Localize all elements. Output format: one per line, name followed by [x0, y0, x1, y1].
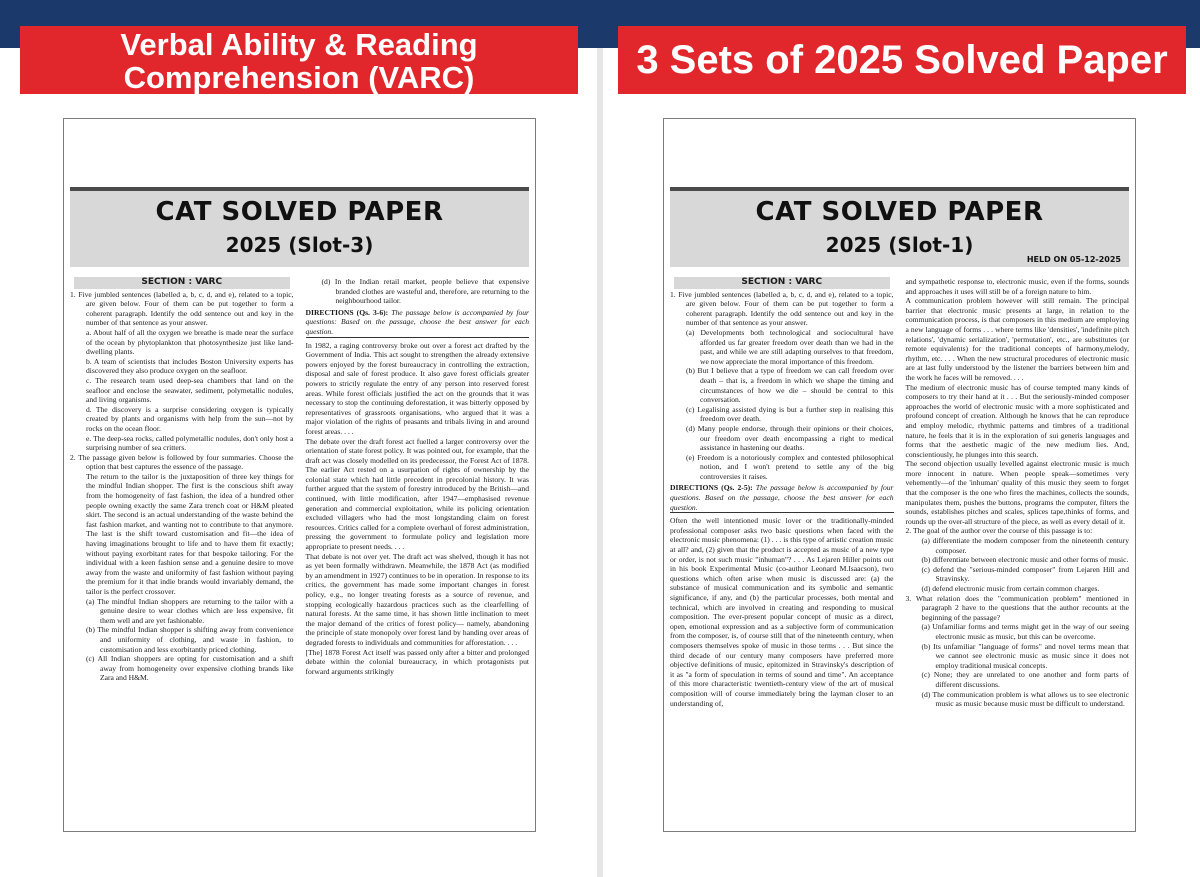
sentence-e: e. The deep-sea rocks, called polymetallic nodules, don't only host a surprising number of sea critters.: [86, 433, 294, 453]
question-text: 2. The goal of the author over the course of this passage is to:: [905, 526, 1093, 536]
sentence-c: c. The research team used deep-sea chambers that land on the seafloor and enclose the seawater, sediment, polymetallic nodules, and living organisms.: [86, 375, 294, 405]
banner-varc: Verbal Ability & Reading Comprehension (VARC): [20, 26, 578, 94]
question-text: 2. The passage given below is followed by four summaries. Choose the option that best captures the essence of the passage.: [70, 452, 294, 472]
option-d: (d) The communication problem is what allows us to see electronic music as music because music must be difficult to understand.: [921, 689, 1129, 709]
question-text: 1. Five jumbled sentences (labelled a, b, c, d, and e), related to a topic, are given below. Four of them can be put together to form a coherent paragraph. Identify the odd sentence out and key in the number of that sentence as your answer.: [70, 289, 294, 328]
left-column: [70, 277, 300, 829]
option-d: (d) defend electronic music from certain common charges.: [921, 584, 1100, 593]
page-divider: [597, 48, 603, 877]
left-column: [670, 277, 900, 829]
held-on-date: HELD ON 05-12-2025: [1026, 255, 1121, 264]
option-b: (b) Its unfamiliar "language of forms" and novel terms mean that we cannot see electronic music as music since it does not employ traditional musical concepts.: [921, 641, 1129, 670]
question-text: 3. What relation does the "communication problem" mentioned in paragraph 2 have to the questions that the author recounts at the beginning of the passage?: [905, 593, 1129, 622]
banner-solved-paper: 3 Sets of 2025 Solved Paper: [618, 26, 1186, 94]
passage-paragraph: The second objection usually levelled against electronic music is much more innocent in nature. When people speak—sometimes very vehemently—of the 'inhuman' quality of this music they seem to forget that the composer is the one who fires the machines, collects the sounds, manipulates them, pushes the buttons, programs the computer, filters the sounds, establishes pitches and scales, splices tape,thinks of forms, and rounds up the over-all structure of the piece, as well as every detail of it.: [905, 459, 1129, 526]
right-column: [300, 277, 530, 829]
option-d: (d) Many people endorse, through their opinions or their choices, our freedom over death encompassing a right to medical assistance in hastening our deaths.: [686, 423, 894, 453]
option-b: (b) But I believe that a type of freedom we can call freedom over death – that is, a freedom in which we shape the timing and circumstances of how we die – should be central to this conversation.: [686, 366, 894, 405]
directions-label: DIRECTIONS (Qs. 2-5):: [670, 483, 753, 493]
question-text: 1. Five jumbled sentences (labelled a, b, c, d, and e), related to a topic, are given below. Four of them can be put together to form a coherent paragraph. Identify the odd sentence out and key in the number of that sentence as your answer.: [670, 289, 894, 328]
paper-header: [70, 187, 529, 267]
passage-paragraph: The debate over the draft forest act fuelled a larger controversy over the orientation of state forest policy. It was pointed out, for example, that the draft act was closely modelled on its predecessor, the Forest Act of 1878. The earlier Act rested on a usurpation of rights of ownership by the colonial state which had little precedent in precolonial history. It was further argued that the system of forestry introduced by the British—and continued, with little modification, after 1947—emphasised revenue generation and commercial exploitation, while its policing orientation excluded villagers who had the most longstanding claim on forest resources. Critics called for a complete overhaul of forest administration, pressing the government to formulate policy and legislation more appropriate to present needs. . . .: [305, 436, 529, 552]
sentence-b: b. A team of scientists that includes Boston University experts has discovered they also produce oxygen on the seafloor.: [86, 356, 294, 376]
passage-text: The return to the tailor is the juxtaposition of three key things for the mindful Indian shopper. The first is the conscious shift away from the homogeneity of fast fashion, the idea of a hundred other people owning exactly the same Zara trench coat or H&M pleated skirt. The second is an actual understanding of the waste behind the fast fashion market, and wanting not to contribute to that anymore. The last is the shift toward customisation and fit—the idea of having imaginations brought to life and to have them fit exactly; without paying exorbitant rates for that bespoke tailoring. For the individual with a keen fashion sense and a genuine desire to move away from the waste and uniformity of fast fashion without paying the premium for it that indie brands would invariably demand, the tailor is the perfect crossover.: [86, 471, 294, 596]
sentence-a: a. About half of all the oxygen we breathe is made near the surface of the ocean by phytoplankton that photosynthesize just like land-dwelling plants.: [86, 327, 294, 357]
passage-paragraph: That debate is not over yet. The draft act was shelved, though it has not as yet been formally withdrawn. Meanwhile, the 1878 Act (as modified by an amendment in 1927) continues to be in operation. In response to its critics, the government has made some important changes in forest policy, e.g., no longer treating forests as a source of revenue, and stopping ecologically hazardous practices such as the clearfelling of natural forests. At the same time, it has shown little inclination to meet the major demand of the critics of forest policy— namely, abandoning the principle of state monopoly over forest land by handing over areas of degraded forests to individuals and communities for afforestation. . . .: [305, 551, 529, 647]
paper-title: CAT SOLVED PAPER: [155, 197, 444, 227]
paper-title: CAT SOLVED PAPER: [755, 197, 1044, 227]
directions-label: DIRECTIONS (Qs. 3-6):: [305, 307, 389, 317]
directions: [670, 483, 894, 513]
passage-paragraph: Often the well intentioned music lover or the traditionally-minded professional composer asks two basic questions when faced with the electronic music phenomena: (1) . . . is this type of artistic creation music at all? and, (2) given that the product is accepted as music of a new type or order, is not such music "inhuman"? . . . As Lejaren Hiller points out in his book Experimental Music (co-author Leonard M.Isaacson), two questions which often arise when music is discussed are: (a) the substance of musical communication and its symbolic and semantic significance, if any, and (b) the particular processes, both mental and technical, which are involved in creating and responding to musical composition. The ever-present popular concept of music as a direct, open, emotional expression and as a subjective form of communication from the composer, is, of course still that of the nineteenth century, when composers themselves spoke of music in those terms . . . But since the third decade of our century many composers have preferred more objective definitions of music, epitomized in Stravinsky's description of it as "a form of speculation in terms of sound and time". An acceptance of this more characteristic twentieth-century view of the art of musical composition will of course immediately bring the layman closer to an understanding of,: [670, 516, 894, 708]
left-paper-page: [63, 118, 536, 832]
option-b: (b) differentiate between electronic music and other forms of music.: [921, 555, 1129, 565]
option-d: (d) In the Indian retail market, people believe that expensive branded clothes are wasteful and, therefore, are returning to the neighbourhood tailor.: [321, 277, 529, 306]
right-column: [900, 277, 1130, 829]
paper-slot: 2025 (Slot-1): [825, 233, 974, 257]
directions-text: The passage below is accompanied by four questions. Based on the passage, choose the best answer for each question.: [670, 483, 894, 512]
section-label: SECTION : VARC: [74, 277, 290, 289]
paper-header: [670, 187, 1129, 267]
passage-paragraph: In 1982, a raging controversy broke out over a forest act drafted by the Government of India. This act sought to strengthen the already extensive powers enjoyed by the forest bureaucracy in controlling the extraction, disposal and sale of forest produce. It also gave forest officials greater powers to strictly regulate the entry of any person into reserved forest areas. While forest officials justified the act on the grounds that it was necessary to stop the continuing deforestation, it was bitterly opposed by representatives of grassroots organisations, who argued that it was a major violation of the rights of peasants and tribals living in and around forest areas. . . .: [305, 340, 529, 436]
option-c: (c) defend the "serious-minded composer" from Lejaren Hill and Stravinsky.: [921, 564, 1129, 584]
paper-slot: 2025 (Slot-3): [225, 233, 374, 257]
section-label: SECTION : VARC: [674, 277, 890, 289]
option-e: (e) Freedom is a notoriously complex and contested philosophical notion, and I won't pretend to settle any of the big controversies it raises.: [686, 452, 894, 481]
option-a: (a) The mindful Indian shoppers are returning to the tailor with a genuine desire to wear clothes which are less expensive, fit them well and are yet fashionable.: [86, 596, 294, 625]
option-c: (c) Legalising assisted dying is but a further step in realising this freedom over death.: [686, 404, 894, 424]
passage-paragraph: A communication problem however will still remain. The principal barrier that electronic music presents at large, in relation to the communication process, is that composers in this medium are employing a new language of forms . . . where terms like 'densities', 'indefinite pitch relations', 'dynamic serialization', 'permutation', etc., are substitutes (or remote equivalents) for the traditional concepts of harmony,melody, rhythm, etc. . . . When the new structural procedures of electronic music are at last fully understood by the listener the barriers between him and the work he faces will be removed. . . .: [905, 296, 1129, 382]
option-a: (a) Unfamiliar forms and terms might get in the way of our seeing electronic music as music, but this can be overcome.: [921, 622, 1129, 641]
directions: [306, 308, 530, 338]
option-a: (a) differentiate the modern composer from the nineteenth century composer.: [921, 536, 1129, 555]
passage-paragraph: and sympathetic response to, electronic music, even if the forms, sounds and approaches it uses will still be of a foreign nature to him.: [905, 277, 1129, 296]
option-c: (c) All Indian shoppers are opting for customisation and a shift away from homogeneity over expensive clothing brands like Zara and H&M.: [86, 654, 294, 683]
passage-paragraph: [The] 1878 Forest Act itself was passed only after a bitter and prolonged debate within the colonial bureaucracy, in which protagonists put forward arguments strikingly: [305, 647, 529, 676]
option-a: (a) Developments both technological and sociocultural have afforded us far greater freedom over death than we had in the past, and while we are still adapting ourselves to that freedom, we now appreciate the moral importance of this freedom.: [686, 327, 894, 366]
right-paper-page: [663, 118, 1136, 832]
option-c: (c) None; they are unrelated to one another and form parts of different discussions.: [921, 670, 1129, 689]
passage-paragraph: The medium of electronic music has of course tempted many kinds of composers to try their hand at it . . . But the seriously-minded composer approaches the world of electronic music with a more sophisticated and profound concept of creation. Although he knows that he can reproduce and employ melodic, rhythmic patterns and timbres of a traditional nature, he feels that it is in the exploration of sui generis languages and forms that the aesthetic magic of the new medium lies. And, conscientiously, he plunges into this search.: [905, 382, 1129, 459]
option-b: (b) The mindful Indian shopper is shifting away from convenience and uniformity of clothing, and waste in fashion, to customisation and less exorbitantly priced clothing.: [86, 625, 294, 654]
sentence-d: d. The discovery is a surprise considering oxygen is typically created by plants and organisms with help from the sun—not by rocks on the ocean floor.: [86, 404, 294, 433]
directions-text: The passage below is accompanied by four questions: Based on the passage, choose the best answer for each question.: [305, 307, 529, 336]
